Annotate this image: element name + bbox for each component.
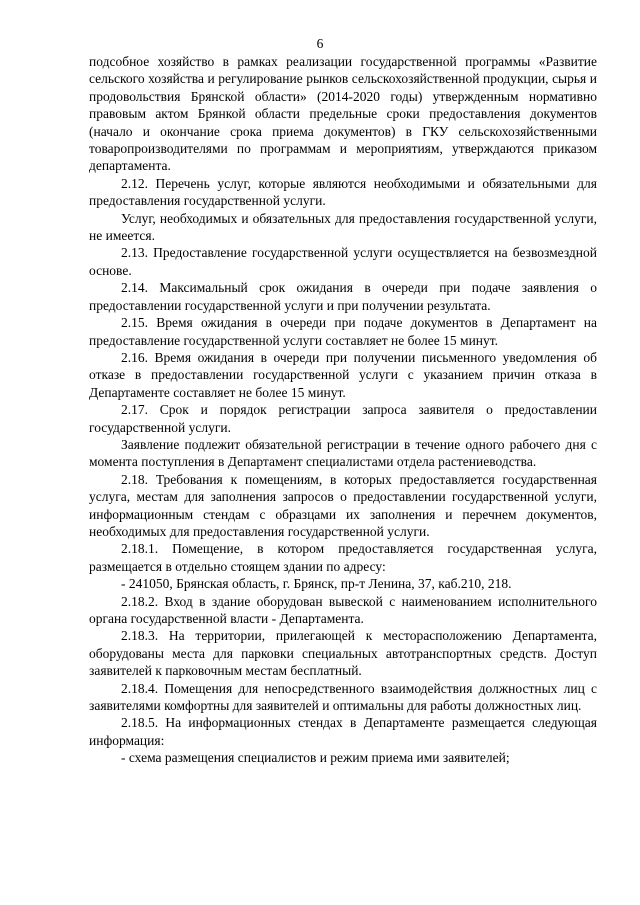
paragraph-registration: Заявление подлежит обязательной регистрации в течение одного рабочего дня с момента поступления в Департамент специалистами отдела растениеводства.	[89, 436, 597, 470]
paragraph-continuation: подсобное хозяйство в рамках реализации государственной программы «Развитие сельского хозяйства и регулирование рынков сельскохозяйственной продукции, сырья и продовольствия Брянской области» (2014-2020 годы) утвержденным нормативно правовым актом Брянкой области предельные сроки предоставления документов (начало и окончание срока приема документов) в ГКУ сельскохозяйственными товаропроизводителями по программам и мероприятиям, утверждаются приказом департамента.	[89, 54, 597, 174]
document-body	[89, 53, 597, 767]
paragraph-2-15: 2.15. Время ожидания в очереди при подаче документов в Департамент на предоставление государственной услуги составляет не более 15 минут.	[89, 315, 597, 348]
paragraph-2-18-4: 2.18.4. Помещения для непосредственного взаимодействия должностных лиц с заявителями комфортны для заявителей и оптимальны для работы должностных лиц.	[89, 680, 597, 714]
paragraph-2-14: 2.14. Максимальный срок ожидания в очереди при подаче заявления о предоставлении государственной услуги и при получении результата.	[89, 280, 597, 313]
paragraph-2-18-3: 2.18.3. На территории, прилегающей к месторасположению Департамента, оборудованы места для парковки специальных автотранспортных средств. Доступ заявителей к парковочным местам бесплатный.	[89, 628, 597, 679]
paragraph-address: - 241050, Брянская область, г. Брянск, пр-т Ленина, 37, каб.210, 218.	[121, 576, 512, 592]
paragraph-2-13: 2.13. Предоставление государственной услуги осуществляется на безвозмездной основе.	[89, 245, 597, 278]
paragraph-2-12: 2.12. Перечень услуг, которые являются необходимыми и обязательными для предоставления государственной услуги.	[89, 175, 597, 209]
paragraph-2-18: 2.18. Требования к помещениям, в которых предоставляется государственная услуга, местам для заполнения запросов о предоставлении государственной услуги, информационным стендам с образцами их заполнения и перечнем документов, необходимых для предоставления государственной услуги.	[89, 471, 597, 539]
paragraph-list-item: - схема размещения специалистов и режим приема ими заявителей;	[121, 750, 510, 766]
paragraph-2-18-2: 2.18.2. Вход в здание оборудован вывеской с наименованием исполнительного органа государственной власти - Департамента.	[89, 593, 597, 626]
paragraph-2-16: 2.16. Время ожидания в очереди при получении письменного уведомления об отказе в предоставлении государственной услуги с указанием причин отказа в Департаменте составляет не более 15 минут.	[89, 349, 597, 400]
paragraph-2-17: 2.17. Срок и порядок регистрации запроса заявителя о предоставлении государственной услуги.	[89, 402, 597, 435]
paragraph-2-18-5: 2.18.5. На информационных стендах в Департаменте размещается следующая информация:	[89, 715, 597, 748]
paragraph-no-services: Услуг, необходимых и обязательных для предоставления государственной услуги, не имеется.	[89, 210, 597, 244]
page-number: 6	[316, 36, 324, 51]
paragraph-2-18-1: 2.18.1. Помещение, в котором предоставляется государственная услуга, размещается в отдельно стоящем здании по адресу:	[89, 541, 597, 574]
